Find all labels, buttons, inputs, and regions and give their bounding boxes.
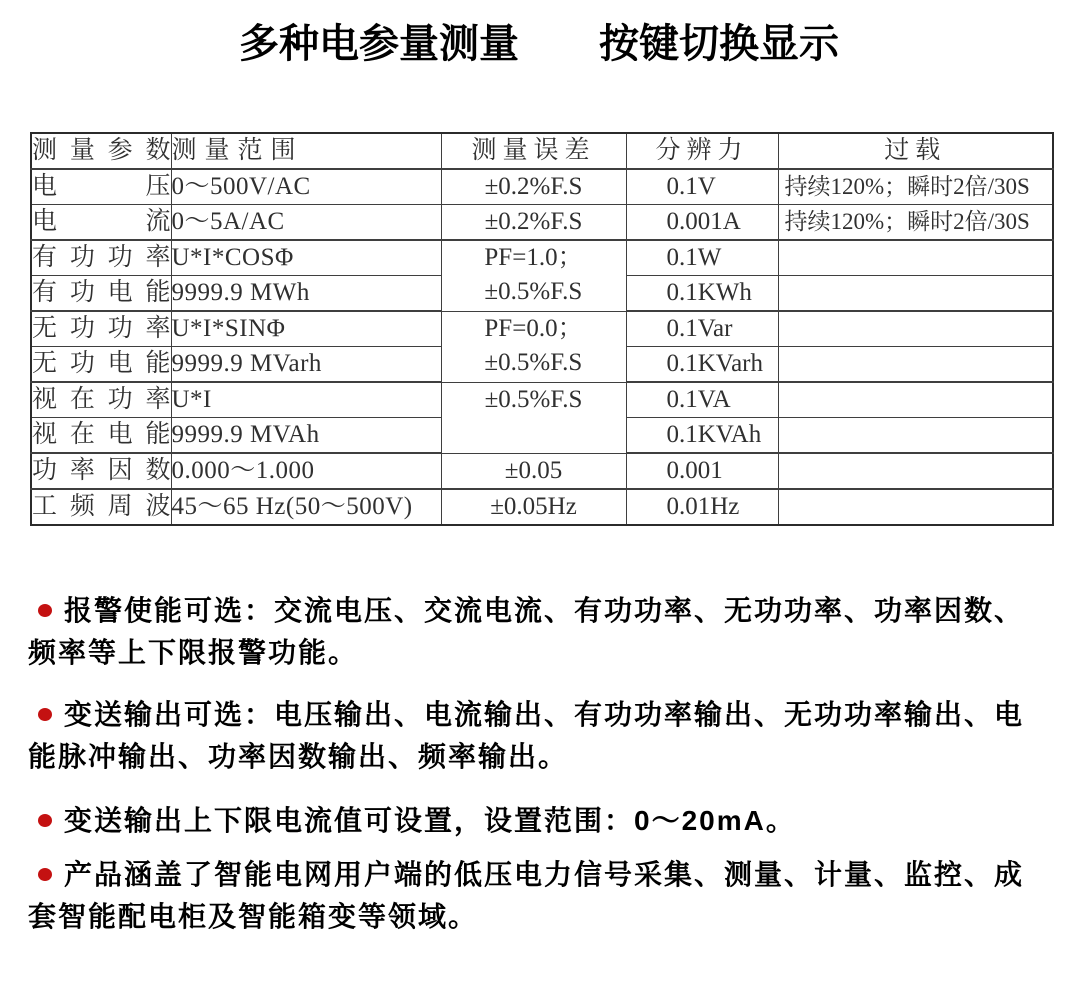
cell-range: 9999.9 MVAh	[171, 418, 441, 454]
bullet-dot-icon	[38, 814, 52, 827]
cell-range: 0.000～1.000	[171, 453, 441, 489]
bullet-dot-icon	[38, 708, 52, 721]
cell-overload	[778, 347, 1053, 383]
cell-error-merged	[441, 311, 626, 382]
error-line: ±0.5%F.S	[484, 385, 583, 413]
cell-range: 9999.9 MVarh	[171, 347, 441, 383]
cell-error: ±0.2%F.S	[441, 205, 626, 241]
cell-resolution: 0.001A	[626, 205, 778, 241]
error-lines	[484, 312, 582, 380]
col-header-overload: 过载	[778, 133, 1053, 169]
cell-error: ±0.2%F.S	[441, 169, 626, 205]
table-row-apparent-power	[31, 382, 1053, 418]
error-line: ±0.5%F.S	[484, 348, 583, 376]
cell-overload	[778, 276, 1053, 312]
cell-param: 电 流	[31, 205, 171, 241]
spec-table	[30, 132, 1054, 526]
cell-param: 无功功率	[31, 311, 171, 347]
cell-resolution: 0.1KWh	[626, 276, 778, 312]
feature-text: 产品涵盖了智能电网用户端的低压电力信号采集、测量、计量、监控、成套智能配电柜及智能箱变等领域。	[28, 859, 1025, 932]
table-row-active-power	[31, 240, 1053, 276]
cell-range: 0～500V/AC	[171, 169, 441, 205]
table-row-current	[31, 205, 1053, 241]
feature-item-transmit-options	[28, 694, 1050, 778]
cell-resolution: 0.1KVarh	[626, 347, 778, 383]
cell-resolution: 0.001	[626, 453, 778, 489]
col-header-error: 测量误差	[441, 133, 626, 169]
table-row-frequency	[31, 489, 1053, 525]
cell-overload	[778, 382, 1053, 418]
cell-range: 0～5A/AC	[171, 205, 441, 241]
cell-param: 工频周波	[31, 489, 171, 525]
cell-param: 有功电能	[31, 276, 171, 312]
cell-resolution: 0.1V	[626, 169, 778, 205]
cell-error-merged	[441, 382, 626, 453]
cell-param: 电 压	[31, 169, 171, 205]
cell-resolution: 0.1Var	[626, 311, 778, 347]
cell-overload	[778, 240, 1053, 276]
table-row-reactive-power	[31, 311, 1053, 347]
feature-item-transmit-range	[28, 800, 1050, 842]
cell-range: U*I*COSΦ	[171, 240, 441, 276]
error-lines	[484, 241, 582, 309]
feature-item-applications	[28, 854, 1050, 938]
cell-overload	[778, 418, 1053, 454]
feature-text: 报警使能可选：交流电压、交流电流、有功功率、无功功率、功率因数、频率等上下限报警功能。	[28, 595, 1025, 668]
cell-overload	[778, 489, 1053, 525]
cell-error-merged	[441, 240, 626, 311]
feature-text: 变送输出上下限电流值可设置，设置范围：0～20mA。	[64, 805, 796, 836]
cell-resolution: 0.1KVAh	[626, 418, 778, 454]
error-line: PF=1.0；	[484, 244, 583, 271]
col-header-range: 测量范围	[171, 133, 441, 169]
cell-overload	[778, 453, 1053, 489]
col-header-param: 测量参数	[31, 133, 171, 169]
cell-param: 视在功率	[31, 382, 171, 418]
cell-range: U*I*SINΦ	[171, 311, 441, 347]
error-lines	[485, 383, 583, 417]
cell-overload	[778, 311, 1053, 347]
cell-param: 无功电能	[31, 347, 171, 383]
table-row-power-factor	[31, 453, 1053, 489]
cell-param: 功率因数	[31, 453, 171, 489]
header-row	[31, 133, 1053, 169]
table-row-voltage	[31, 169, 1053, 205]
feature-item-alarm	[28, 590, 1050, 674]
cell-range: 45～65 Hz(50～500V)	[171, 489, 441, 525]
col-header-resolution: 分辨力	[626, 133, 778, 169]
feature-list	[28, 590, 1050, 938]
bullet-dot-icon	[38, 604, 52, 617]
cell-param: 有功功率	[31, 240, 171, 276]
cell-resolution: 0.01Hz	[626, 489, 778, 525]
bullet-dot-icon	[38, 868, 52, 881]
cell-resolution: 0.1VA	[626, 382, 778, 418]
error-line: PF=0.0；	[484, 314, 583, 342]
error-line: ±0.5%F.S	[484, 278, 583, 305]
cell-range: U*I	[171, 382, 441, 418]
cell-overload: 持续120%；瞬时2倍/30S	[778, 169, 1053, 205]
cell-resolution: 0.1W	[626, 240, 778, 276]
cell-error: ±0.05	[441, 453, 626, 489]
cell-overload: 持续120%；瞬时2倍/30S	[778, 205, 1053, 241]
page-title: 多种电参量测量 按键切换显示	[239, 22, 839, 66]
cell-param: 视在电能	[31, 418, 171, 454]
cell-range: 9999.9 MWh	[171, 276, 441, 312]
cell-error: ±0.05Hz	[441, 489, 626, 525]
feature-text: 变送输出可选：电压输出、电流输出、有功功率输出、无功功率输出、电能脉冲输出、功率因数输出、频率输出。	[28, 699, 1025, 772]
